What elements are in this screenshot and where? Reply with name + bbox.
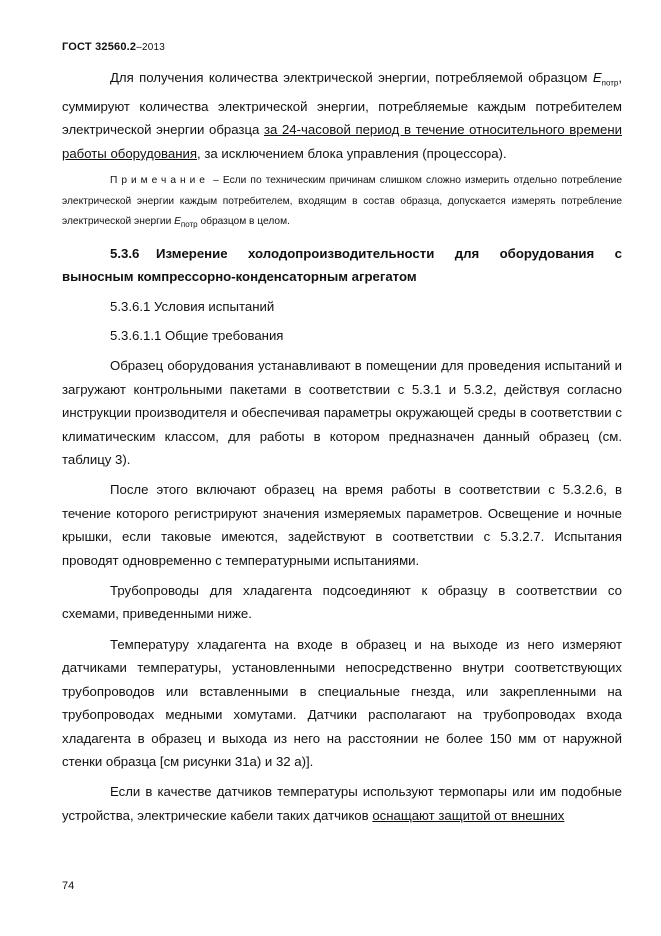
standard-code: ГОСТ 32560.2 bbox=[62, 41, 137, 53]
document-body bbox=[62, 66, 622, 827]
page-number: 74 bbox=[62, 880, 75, 892]
underlined-phrase: оснащают защитой от внешних bbox=[372, 807, 565, 823]
section-number: 5.3.6 bbox=[110, 245, 140, 261]
paragraph-operation: После этого включают образец на время работы в соответствии с 5.3.2.6, в течение которого регистрируют значения измеряемых параметров. Освещение и ночные крышки, если таковые имеются, задействуют в соответствии с 5.3.2.7. Испытания проводят одновременно с температурными испытаниями. bbox=[62, 482, 622, 568]
paragraph-thermocouples: Если в качестве датчиков температуры используют термопары или им подобные устройства, электрические кабели таких датчиков оснащают защитой от внешних bbox=[62, 784, 622, 823]
note-paragraph: Примечание – Если по техническим причинам слишком сложно измерить отдельно потребление электрической энергии каждым потребителем, входящим в состав образца, допускается измерять потребление электрической энергии $E_{потр}$ образцом в целом. bbox=[62, 175, 622, 230]
standard-year: –2013 bbox=[136, 42, 166, 53]
underlined-phrase: за 24-часовой период в течение относительного времени работы оборудования bbox=[62, 122, 623, 161]
section-heading bbox=[62, 242, 622, 289]
section-title: Измерение холодопроизводительности для оборудования с выносным компрессорно-конденсаторным агрегатом bbox=[62, 245, 622, 285]
subsection-heading-conditions: 5.3.6.1 Условия испытаний bbox=[110, 298, 275, 314]
paragraph-installation: Образец оборудования устанавливают в помещении для проведения испытаний и загружают контрольными пакетами в соответствии с 5.3.1 и 5.3.2, действуя согласно инструкции производителя и обеспечивая параметры окружающей среды в соответствии с климатическим классом, для работы в котором предназначен данный образец (см. таблицу 3). bbox=[62, 358, 622, 468]
document-header bbox=[62, 41, 165, 53]
paragraph-pipelines: Трубопроводы для хладагента подсоединяют к образцу в соответствии со схемами, приведенными ниже. bbox=[62, 583, 622, 622]
paragraph-temperature-sensors: Температуру хладагента на входе в образец и на выходе из него измеряют датчиками температуры, установленными непосредственно внутри соответствующих трубопроводов или вставленными в специальные гнезда, или закрепленными на трубопроводах медными хомутами. Датчики располагают на трубопроводах входа хладагента в образец и выхода из него на расстоянии не более 150 мм от наружной стенки образца [см рисунки 31а) и 32 а)]. bbox=[62, 636, 622, 769]
note-label: Примечание bbox=[110, 175, 209, 187]
subsection-heading-general: 5.3.6.1.1 Общие требования bbox=[110, 328, 284, 344]
paragraph-energy-sum: Для получения количества электрической энергии, потребляемой образцом $E_{потр}$, суммируют количества электрической энергии, потребляемые каждым потребителем электрической энергии образца за 24-часовой период в течение относительного времени работы оборудования, за исключением блока управления (процессора). bbox=[62, 70, 623, 161]
